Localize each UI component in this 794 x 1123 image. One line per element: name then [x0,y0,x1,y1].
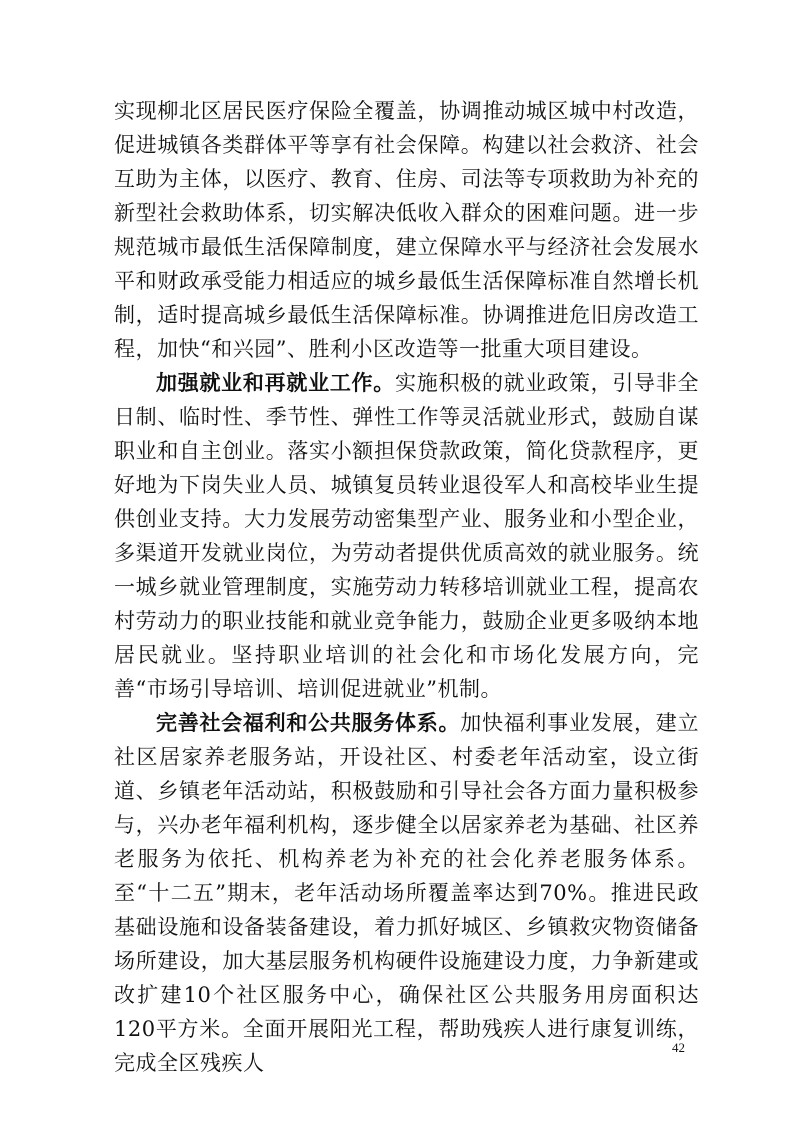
paragraph-continued [114,94,699,366]
paragraph-text: 实现柳北区居民医疗保险全覆盖，协调推动城区城中村改造，促进城镇各类群体平等享有社会保障。构建以社会救济、社会互助为主体，以医疗、教育、住房、司法等专项救助为补充的新型社会救助体系，切实解决低收入群众的困难问题。进一步规范城市最低生活保障制度，建立保障水平与经济社会发展水平和财政承受能力相适应的城乡最低生活保障标准自然增长机制，适时提高城乡最低生活保障标准。协调推进危旧房改造工程，加快“和兴园”、胜利小区改造等一批重大项目建设。 [114,99,699,361]
paragraph-text: 实施积极的就业政策，引导非全日制、临时性、季节性、弹性工作等灵活就业形式，鼓励自谋职业和自主创业。落实小额担保贷款政策，简化贷款程序，更好地为下岗失业人员、城镇复员转业退役军人和高校毕业生提供创业支持。大力发展劳动密集型产业、服务业和小型企业，多渠道开发就业岗位，为劳动者提供优质高效的就业服务。统一城乡就业管理制度，实施劳动力转移培训就业工程，提高农村劳动力的职业技能和就业竞争能力，鼓励企业更多吸纳本地居民就业。坚持职业培训的社会化和市场化发展方向，完善“市场引导培训、培训促进就业”机制。 [114,371,700,701]
section-heading: 完善社会福利和公共服务体系。 [156,710,461,735]
section-heading: 加强就业和再就业工作。 [156,370,396,395]
paragraph-text: 加快福利事业发展，建立社区居家养老服务站，开设社区、村委老年活动室，设立街道、乡镇老年活动站，积极鼓励和引导社会各方面力量积极参与，兴办老年福利机构，逐步健全以居家养老为基础、社区养老服务为依托、机构养老为补充的社会化养老服务体系。至“十二五”期末，老年活动场所覆盖率达到70%。推进民政基础设施和设备装备建设，着力抓好城区、乡镇救灾物资储备场所建设，加大基层服务机构硬件设施建设力度，力争新建或改扩建10个社区服务中心，确保社区公共服务用房面积达120平方米。全面开展阳光工程，帮助残疾人进行康复训练，完成全区残疾人 [114,711,700,1075]
paragraph-employment [114,366,699,706]
page-number: 42 [672,1040,685,1055]
paragraph-welfare [114,706,699,1080]
document-body [114,94,699,1080]
